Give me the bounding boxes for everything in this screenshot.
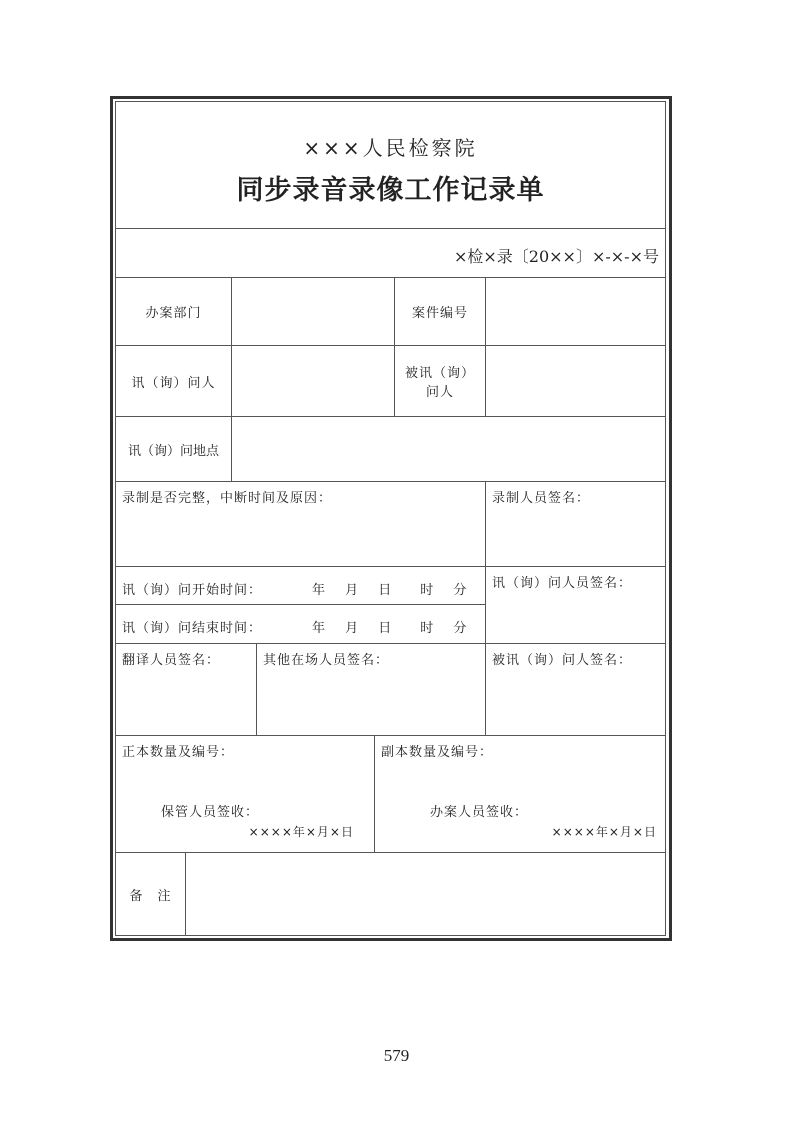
- start-time-field[interactable]: [115, 566, 486, 605]
- doc-number: ×检×录〔20××〕×-×-×号: [453, 247, 659, 266]
- case-no-label: 案件编号: [394, 277, 486, 346]
- copy-label: 副本数量及编号：: [381, 745, 494, 760]
- interrogator-label: 讯（询）问人: [115, 345, 232, 417]
- interrogated-label: [394, 345, 486, 417]
- org-name: ×××人民检察院: [303, 136, 478, 160]
- start-time-units: 年 月 日 时 分: [312, 583, 468, 598]
- interrogator-signature[interactable]: 讯（询）问人员签名：: [485, 566, 666, 644]
- end-time-label: 讯（询）问结束时间：: [122, 621, 263, 636]
- interrogated-label-line1: 被讯（询）: [404, 366, 475, 381]
- original-label: 正本数量及编号：: [122, 745, 235, 760]
- handler-signature-label: 办案人员签收：: [430, 805, 529, 820]
- remarks-field[interactable]: [185, 852, 666, 936]
- original-copy-cell[interactable]: [115, 735, 375, 853]
- keeper-date: ××××年×月×日: [248, 825, 354, 839]
- interrogated-signature[interactable]: 被讯（询）问人签名：: [485, 643, 666, 736]
- remarks-label: 备 注: [115, 852, 186, 936]
- header-cell: [115, 101, 666, 229]
- complete-field[interactable]: 录制是否完整，中断时间及原因：: [115, 481, 486, 567]
- keeper-signature-label: 保管人员签收：: [161, 805, 260, 820]
- case-no-field[interactable]: [485, 277, 666, 346]
- end-time-field[interactable]: [115, 604, 486, 644]
- duplicate-copy-cell[interactable]: [374, 735, 666, 853]
- interrogated-field[interactable]: [485, 345, 666, 417]
- interrogator-field[interactable]: [231, 345, 395, 417]
- form-title: 同步录音录像工作记录单: [236, 175, 545, 206]
- location-label: 讯（询）问地点: [115, 416, 232, 482]
- end-time-units: 年 月 日 时 分: [312, 621, 468, 636]
- start-time-label: 讯（询）问开始时间：: [122, 583, 263, 598]
- dept-field[interactable]: [231, 277, 395, 346]
- dept-label: 办案部门: [115, 277, 232, 346]
- translator-signature[interactable]: 翻译人员签名：: [115, 643, 257, 736]
- location-field[interactable]: [231, 416, 666, 482]
- interrogated-label-line2: 问人: [425, 385, 454, 400]
- doc-number-cell: [115, 228, 666, 278]
- handler-date: ××××年×月×日: [551, 825, 657, 839]
- record-form: [115, 101, 666, 936]
- recorder-signature[interactable]: 录制人员签名：: [485, 481, 666, 567]
- others-signature[interactable]: 其他在场人员签名：: [256, 643, 486, 736]
- page-number: 579: [383, 1046, 410, 1065]
